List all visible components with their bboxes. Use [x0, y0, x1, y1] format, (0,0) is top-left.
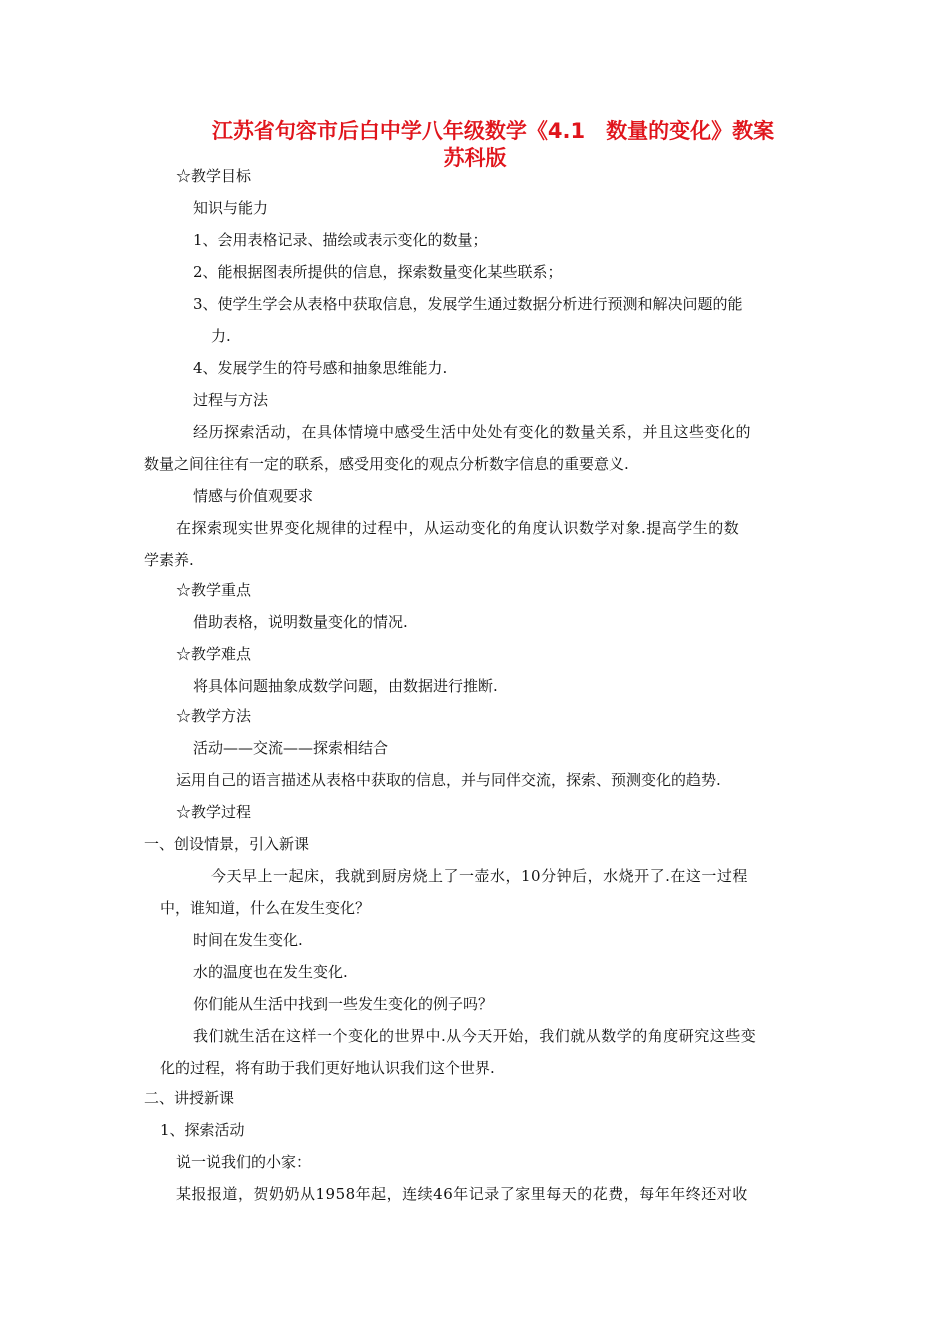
paragraph-process-line-2: 数量之间往往有一定的联系，感受用变化的观点分析数字信息的重要意义. — [144, 455, 629, 473]
objective-item-3-continued: 力. — [211, 327, 231, 345]
objective-item-1: 1、会用表格记录、描绘或表示变化的数量； — [193, 231, 488, 249]
question-examples: 你们能从生活中找到一些发生变化的例子吗？ — [193, 995, 494, 1013]
paragraph-emotion-line-1: 在探索现实世界变化规律的过程中，从运动变化的角度认识数学对象.提高学生的数 — [176, 519, 740, 537]
section-heading-difficulties: ☆教学难点 — [176, 645, 252, 663]
subheading-emotion-values: 情感与价值观要求 — [193, 487, 314, 505]
document-title-line-2: 苏科版 — [443, 146, 507, 170]
document-title-line-1: 江苏省句容市后白中学八年级数学《4.1 数量的变化》教案 — [211, 119, 775, 143]
subheading-process-method: 过程与方法 — [193, 391, 269, 409]
key-points-text: 借助表格，说明数量变化的情况. — [193, 613, 408, 631]
section-heading-key-points: ☆教学重点 — [176, 581, 252, 599]
activity-heading: 1、探索活动 — [160, 1121, 245, 1139]
objective-item-4: 4、发展学生的符号感和抽象思维能力. — [193, 359, 448, 377]
section-heading-process: ☆教学过程 — [176, 803, 252, 821]
methods-text: 活动——交流——探索相结合 — [193, 739, 389, 757]
scenario-line-1: 今天早上一起床，我就到厨房烧上了一壶水，10分钟后，水烧开了.在这一过程 — [211, 867, 748, 885]
difficulties-text: 将具体问题抽象成数学问题，由数据进行推断. — [193, 677, 498, 695]
objective-item-2: 2、能根据图表所提供的信息，探索数量变化某些联系； — [193, 263, 563, 281]
activity-prompt: 说一说我们的小家： — [176, 1153, 312, 1171]
paragraph-process-line-1: 经历探索活动，在具体情境中感受生活中处处有变化的数量关系，并且这些变化的 — [193, 423, 752, 441]
answer-time: 时间在发生变化. — [193, 931, 303, 949]
paragraph-emotion-line-2: 学素养. — [144, 551, 194, 569]
methods-description: 运用自己的语言描述从表格中获取的信息，并与同伴交流，探索、预测变化的趋势. — [176, 771, 721, 789]
subheading-knowledge-ability: 知识与能力 — [193, 199, 269, 217]
objective-item-3: 3、使学生学会从表格中获取信息，发展学生通过数据分析进行预测和解决问题的能 — [193, 295, 743, 313]
scenario-line-2: 中，谁知道，什么在发生变化？ — [160, 899, 371, 917]
part-heading-2: 二、讲授新课 — [144, 1089, 235, 1107]
part-heading-1: 一、创设情景，引入新课 — [144, 835, 310, 853]
section-heading-objectives: ☆教学目标 — [176, 167, 252, 185]
answer-temperature: 水的温度也在发生变化. — [193, 963, 348, 981]
report-paragraph-line-1: 某报报道，贺奶奶从1958年起，连续46年记录了家里每天的花费，每年年终还对收 — [176, 1185, 748, 1203]
section-heading-methods: ☆教学方法 — [176, 707, 252, 725]
transition-line-2: 化的过程，将有助于我们更好地认识我们这个世界. — [160, 1059, 495, 1077]
transition-line-1: 我们就生活在这样一个变化的世界中.从今天开始，我们就从数学的角度研究这些变 — [193, 1027, 757, 1045]
